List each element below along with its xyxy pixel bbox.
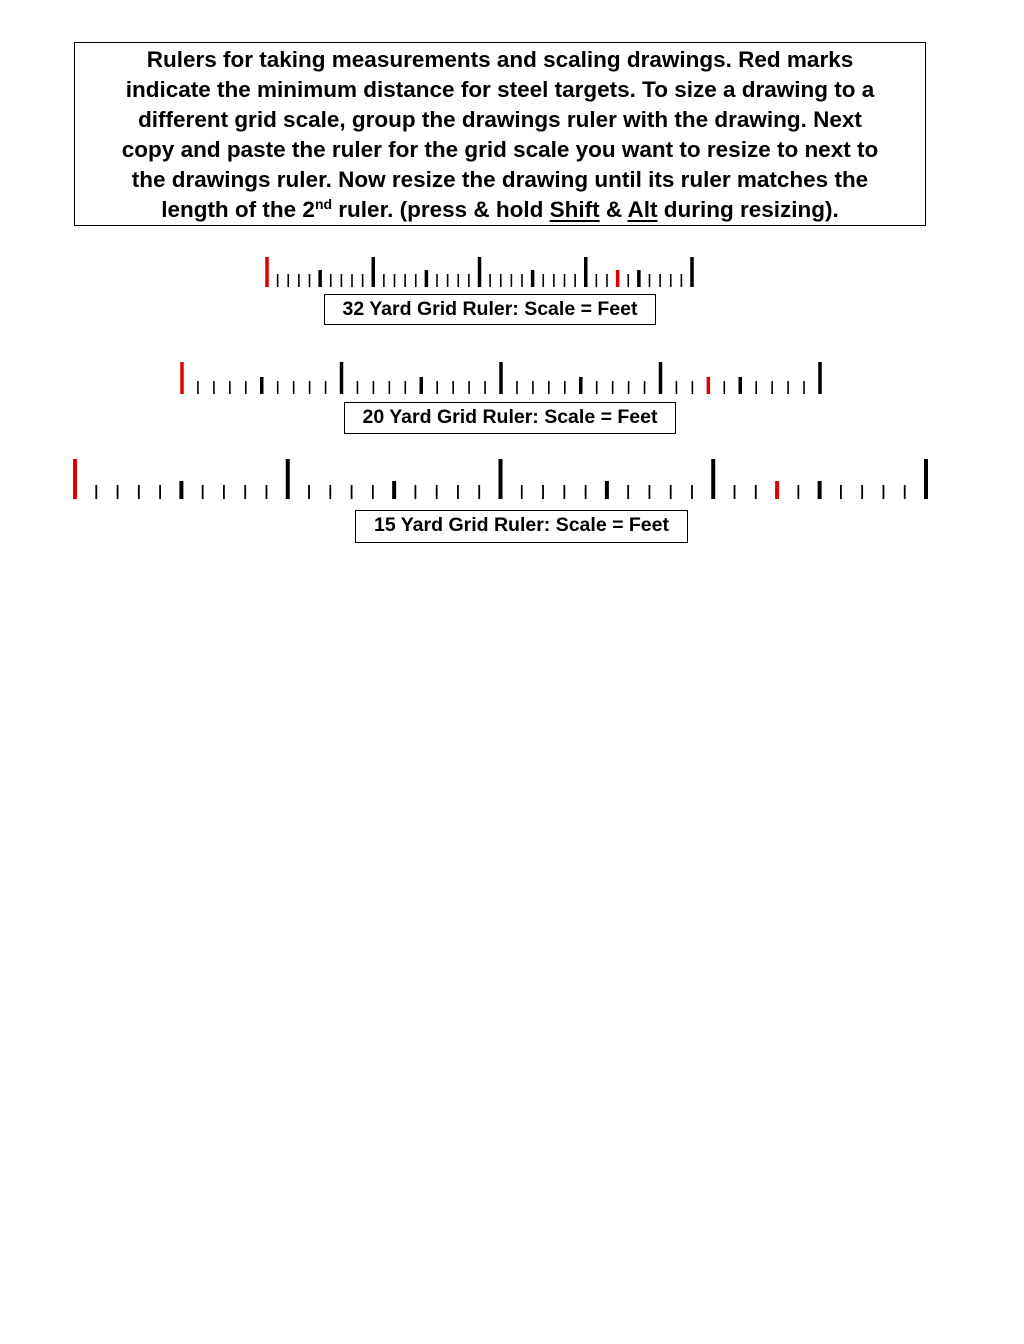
- instructions-text: ruler. (press & hold: [332, 197, 550, 222]
- instructions-line-5: the drawings ruler. Now resize the drawing until its ruler matches the: [131, 167, 869, 192]
- instructions-line-2: indicate the minimum distance for steel targets. To size a drawing to a: [125, 77, 875, 102]
- instructions-text: during resizing).: [657, 197, 839, 222]
- ruler-caption-32-yard: 32 Yard Grid Ruler: Scale = Feet: [324, 294, 656, 325]
- ordinal-suffix: nd: [314, 196, 333, 212]
- instructions-text: &: [599, 197, 628, 222]
- ruler-caption-20-yard: 20 Yard Grid Ruler: Scale = Feet: [344, 402, 676, 434]
- instructions-line-1: Rulers for taking measurements and scaling drawings. Red marks: [146, 47, 854, 72]
- ruler-caption-15-yard: 15 Yard Grid Ruler: Scale = Feet: [355, 510, 688, 543]
- shift-key-label: Shift: [549, 197, 600, 222]
- instructions-line-4: copy and paste the ruler for the grid scale you want to resize to next to: [121, 137, 879, 162]
- alt-key-label: Alt: [627, 197, 658, 222]
- instructions-text: length of the 2: [161, 197, 315, 222]
- instructions-line-3: different grid scale, group the drawings ruler with the drawing. Next: [138, 107, 862, 132]
